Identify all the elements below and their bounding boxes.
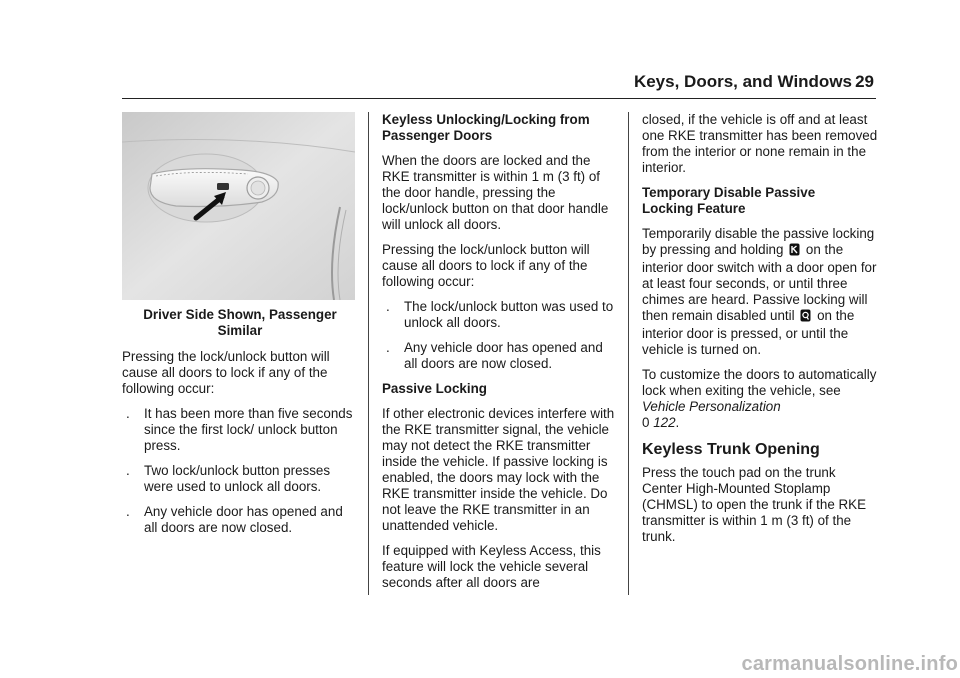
list-item: . Two lock/unlock button presses were used to unlock all doors. <box>122 463 358 495</box>
paragraph-text: To customize the doors to automatically lock when exiting the vehicle, see <box>642 367 877 398</box>
list-item-text: It has been more than five seconds since the first lock/ unlock button press. <box>144 406 353 453</box>
section-heading: Passive Locking <box>382 381 487 396</box>
paragraph: If other electronic devices interfere with the RKE transmitter signal, the vehicle may not detect the RKE transmitter inside the vehicle. If passive locking is enabled, the doors may lock with the RKE transmitter inside the vehicle. Do not leave the RKE transmitter in an unattended vehicle. <box>382 406 615 533</box>
paragraph: Pressing the lock/unlock button will cause all doors to lock if any of the following occur: <box>382 242 590 289</box>
heading-line-2: Passenger Doors <box>382 128 493 143</box>
header-rule <box>122 98 876 99</box>
page-ref-icon: 0 <box>642 415 650 430</box>
figure-caption <box>122 307 358 339</box>
door-handle-drawing <box>122 112 355 300</box>
watermark: carmanualsonline.info <box>741 653 958 675</box>
section-heading-large: Keyless Trunk Opening <box>642 441 820 458</box>
list-item: . Any vehicle door has opened and all doors are now closed. <box>122 504 358 536</box>
paragraph: When the doors are locked and the RKE transmitter is within 1 m (3 ft) of the door handle, pressing the lock/unlock button on that door handle will unlock all doors. <box>382 153 609 232</box>
section-heading <box>642 185 878 217</box>
list-item: . The lock/unlock button was used to unlock all doors. <box>382 299 618 331</box>
paragraph <box>642 226 878 358</box>
paragraph-text: Temporarily disable the passive locking by pressing and holding <box>642 226 875 257</box>
caption-line-1: Driver Side Shown, Passenger <box>143 307 337 322</box>
page-header-title: Keys, Doors, and Windows <box>633 72 852 91</box>
column-divider-1 <box>368 112 369 595</box>
paragraph <box>642 367 878 431</box>
paragraph: Press the touch pad on the trunk Center High-Mounted Stoplamp (CHMSL) to open the trunk if the RKE transmitter is within 1 m (3 ft) of the trunk. <box>642 465 867 544</box>
list-item: . Any vehicle door has opened and all doors are now closed. <box>382 340 618 372</box>
section-heading <box>382 112 618 144</box>
column-2 <box>382 112 618 600</box>
paragraph-text: on the interior door is pressed, or until the vehicle is turned on. <box>642 308 855 357</box>
heading-line-2: Locking Feature <box>642 201 746 216</box>
list-item: . It has been more than five seconds since the first lock/ unlock button press. <box>122 406 358 454</box>
paragraph: If equipped with Keyless Access, this feature will lock the vehicle several seconds after all doors are <box>382 543 601 590</box>
caption-line-2: Similar <box>217 323 263 338</box>
unlock-icon <box>800 309 811 326</box>
page-number: 29 <box>855 72 874 91</box>
column-3 <box>642 112 878 554</box>
cross-reference-link[interactable]: Vehicle Personalization <box>642 399 781 414</box>
paragraph-text: on the interior door switch with a door open for at least four seconds, or until three chimes are heard. Passive locking will then remain disabled until <box>642 242 877 323</box>
cross-reference-page[interactable]: 122 <box>653 415 676 430</box>
paragraph: Pressing the lock/unlock button will cause all doors to lock if any of the following occur: <box>122 349 330 396</box>
list-item-text: The lock/unlock button was used to unlock all doors. <box>404 299 614 330</box>
sentence-end: . <box>675 415 680 430</box>
lock-icon <box>789 243 800 260</box>
lock-unlock-button <box>217 183 229 190</box>
column-1 <box>122 112 358 545</box>
heading-line-1: Keyless Unlocking/Locking from <box>382 112 590 127</box>
list-item-text: Any vehicle door has opened and all doors are now closed. <box>404 340 603 371</box>
heading-line-1: Temporary Disable Passive <box>642 185 816 200</box>
door-handle-illustration <box>122 112 355 300</box>
paragraph: closed, if the vehicle is off and at least one RKE transmitter has been removed from the interior or none remain in the interior. <box>642 112 878 175</box>
list-item-text: Two lock/unlock button presses were used to unlock all doors. <box>144 463 331 494</box>
column-divider-2 <box>628 112 629 595</box>
list-item-text: Any vehicle door has opened and all doors are now closed. <box>144 504 343 535</box>
